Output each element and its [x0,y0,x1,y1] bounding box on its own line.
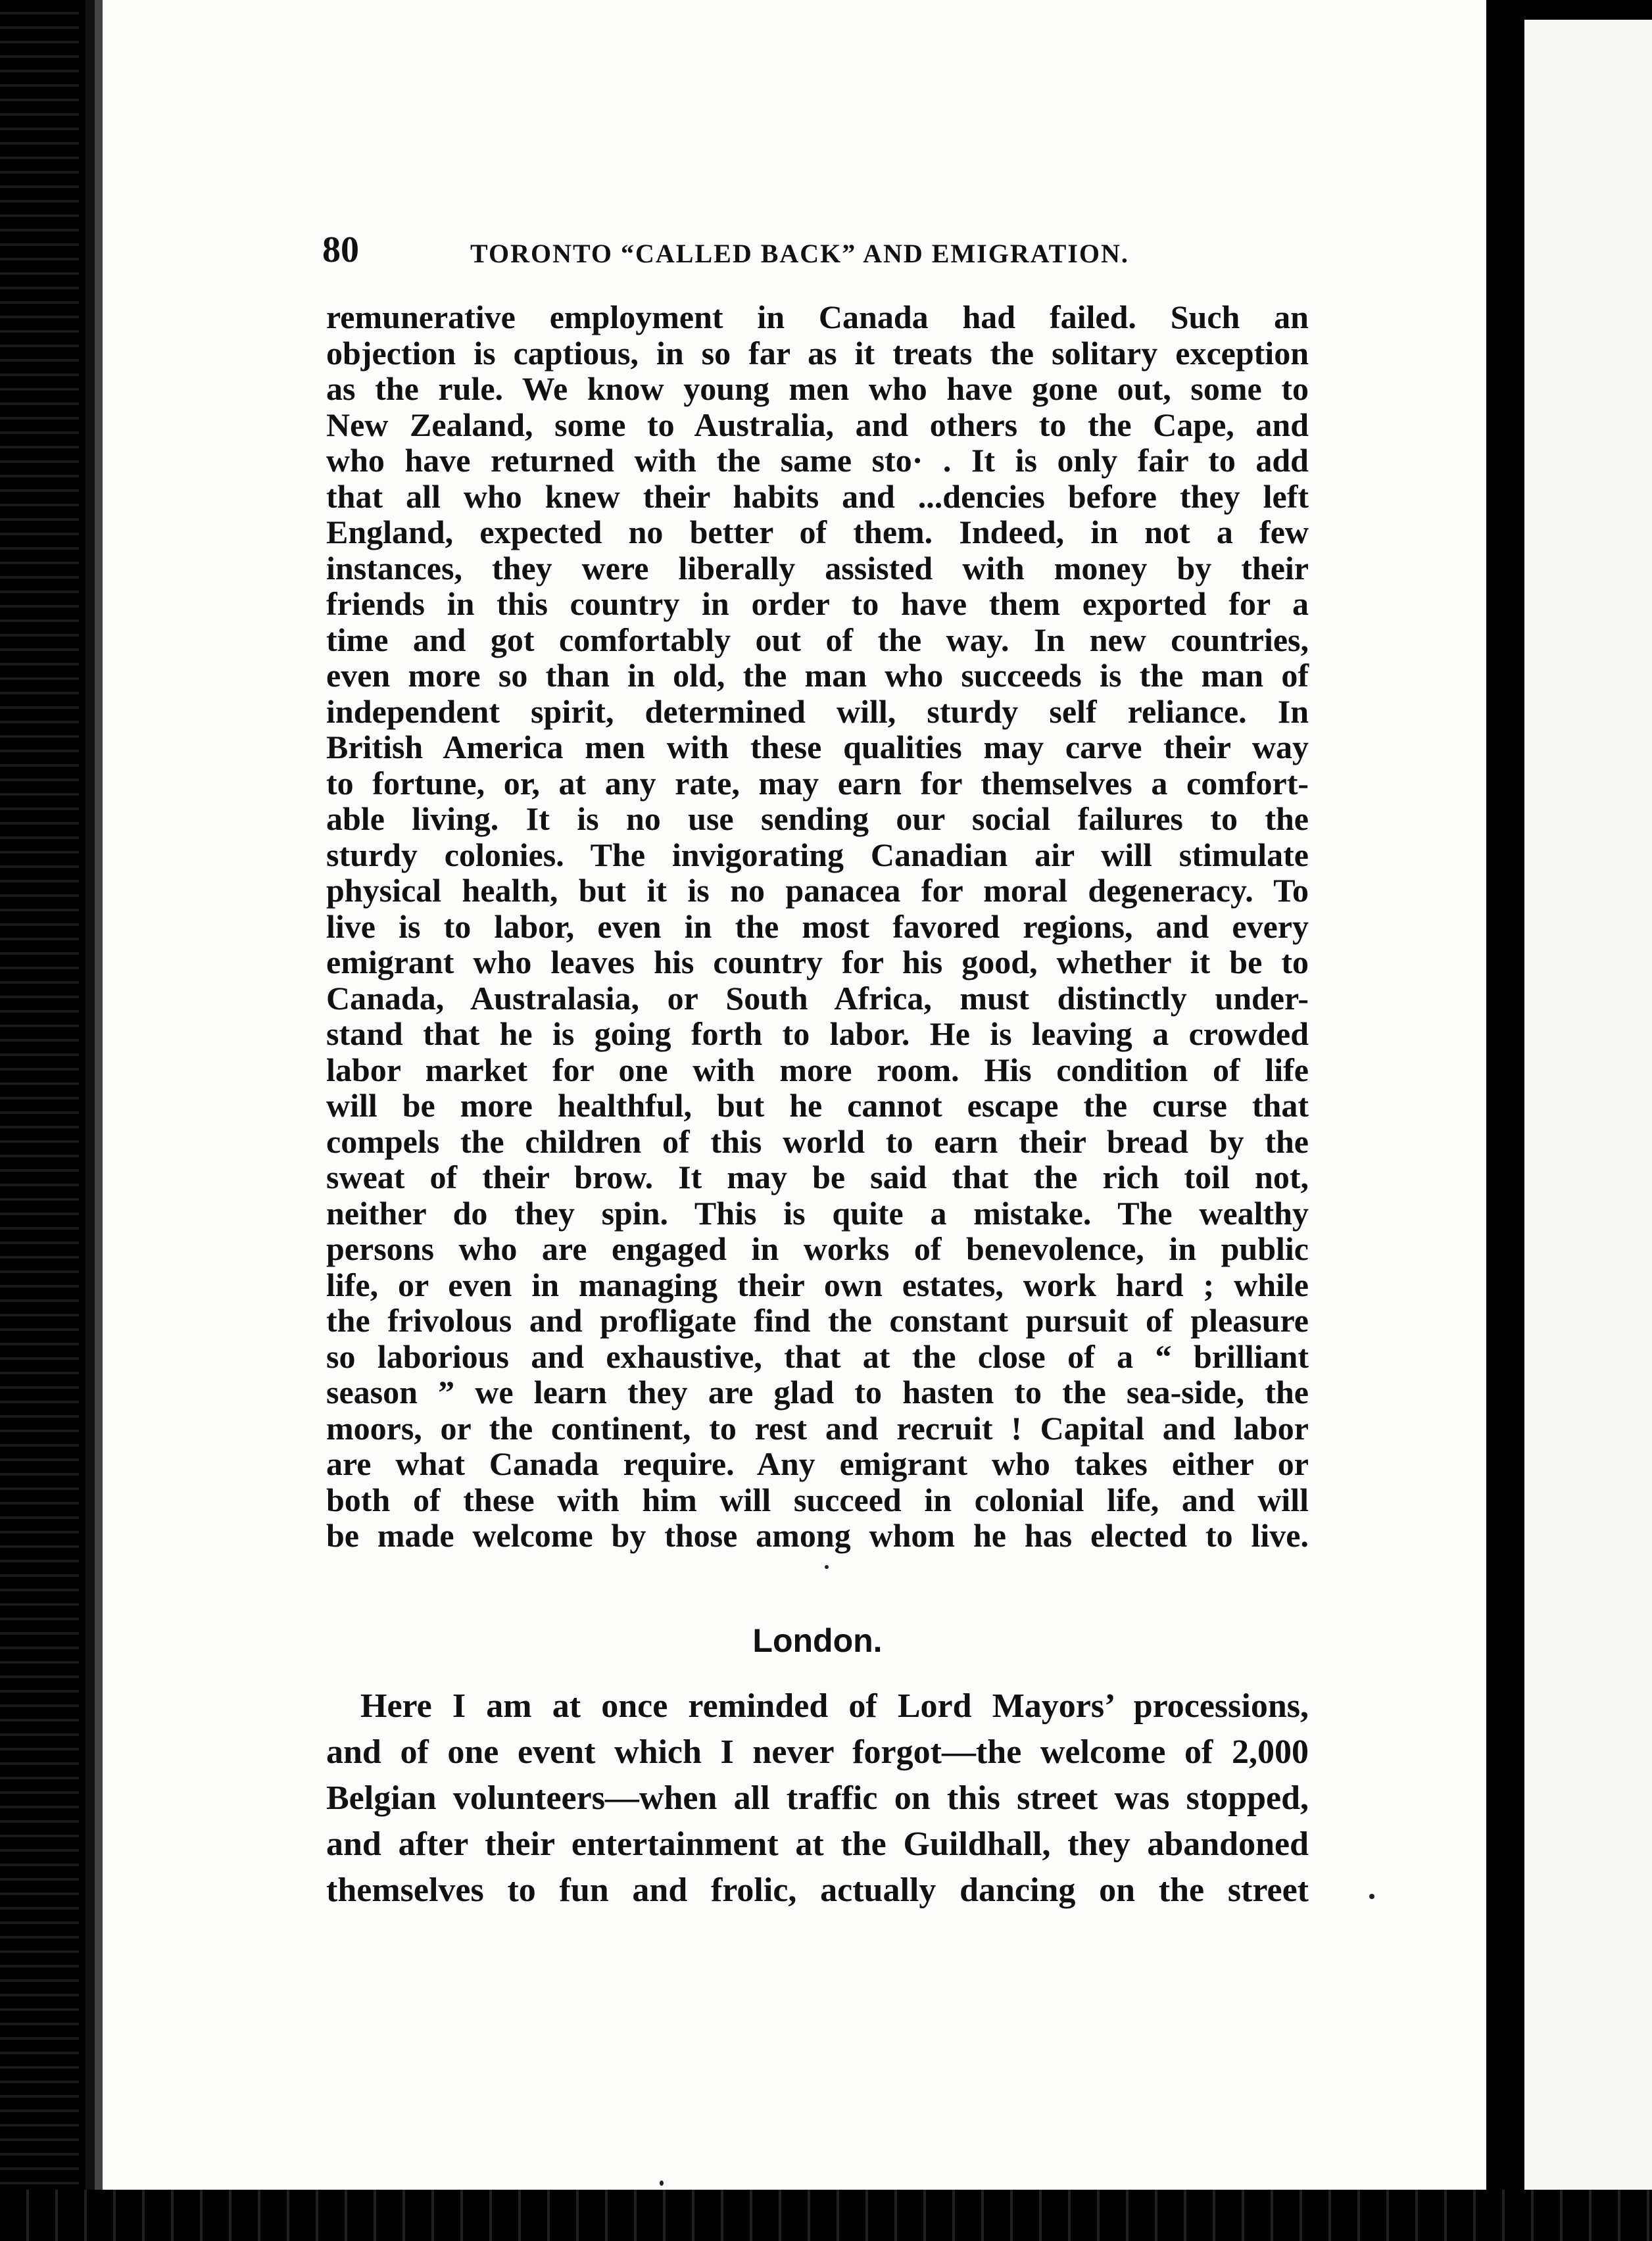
text-line: and of one event which I never forgot—the welcome of 2,000 [326,1733,1309,1771]
text-line: physical health, but it is no panacea for moral degeneracy. To [326,872,1309,909]
text-line: compels the children of this world to earn their bread by the [326,1122,1309,1160]
page-number: 80 [322,229,359,270]
text-line: emigrant who leaves his country for his good, whether it be to [326,944,1309,980]
text-line: neither do they spin. This is quite a mistake. The wealthy [326,1194,1309,1232]
next-page-edge [1524,20,1652,2190]
text-line: sweat of their brow. It may be said that the rich toil not, [326,1159,1309,1195]
text-line: as the rule. We know young men who have gone out, some to [326,370,1309,407]
text-line: to fortune, or, at any rate, may earn for themselves a comfort- [326,764,1309,802]
text-line: instances, they were liberally assisted with money by their [326,549,1309,587]
scan-speck [1369,1894,1374,1899]
text-line: Here I am at once reminded of Lord Mayors’ processions, [360,1687,1309,1725]
section-heading: London. [752,1622,883,1659]
text-line: stand that he is going forth to labor. He is leaving a crowded [326,1015,1309,1052]
text-line: remunerative employment in Canada had failed. Such an [326,299,1309,335]
scan-speck [660,2181,664,2186]
text-line: life, or even in managing their own estates, work hard ; while [326,1266,1309,1303]
text-line: are what Canada require. Any emigrant who takes either or [326,1445,1309,1482]
text-line: independent spirit, determined will, sturdy self reliance. In [326,692,1309,730]
text-line: the frivolous and profligate find the constant pursuit of pleasure [326,1302,1309,1339]
text-line: will be more healthful, but he cannot escape the curse that [326,1087,1309,1124]
text-line: both of these with him will succeed in colonial life, and will [326,1481,1309,1518]
text-line: time and got comfortably out of the way. In new countries, [326,621,1309,658]
text-line: Canada, Australasia, or South Africa, must distinctly under- [326,979,1309,1017]
text-line: even more so than in old, the man who succeeds is the man of [326,657,1309,694]
book-spine-edge [0,0,79,2241]
text-line: moors, or the continent, to rest and recruit ! Capital and labor [326,1409,1309,1447]
text-line: live is to labor, even in the most favored regions, and every [326,907,1309,945]
text-line: sturdy colonies. The invigorating Canadian air will stimulate [326,836,1309,873]
text-line: who have returned with the same sto· . It is only fair to add [326,442,1309,479]
text-line: themselves to fun and frolic, actually dancing on the street [326,1871,1309,1909]
text-line: Belgian volunteers—when all traffic on this street was stopped, [326,1779,1309,1817]
bottom-scan-edge [0,2190,1652,2241]
scan-speck [825,1565,829,1569]
text-line: and after their entertainment at the Guildhall, they abandoned [326,1825,1309,1863]
text-line: season ” we learn they are glad to hasten to the sea-side, the [326,1374,1309,1410]
london-paragraph [326,1683,1309,1914]
running-title: TORONTO “CALLED BACK” AND EMIGRATION. [470,239,1129,268]
text-line: be made welcome by those among whom he has elected to live. [326,1517,1309,1554]
text-line: labor market for one with more room. His condition of life [326,1051,1309,1088]
text-line: so laborious and exhaustive, that at the close of a “ brilliant [326,1337,1309,1375]
text-line: able living. It is no use sending our social failures to the [326,800,1309,837]
text-line: objection is captious, in so far as it treats the solitary exception [326,334,1309,372]
text-line: persons who are engaged in works of benevolence, in public [326,1230,1309,1267]
main-paragraph [326,299,1309,1554]
text-line: friends in this country in order to have them exported for a [326,585,1309,622]
text-line: New Zealand, some to Australia, and others to the Cape, and [326,406,1309,443]
text-line: England, expected no better of them. Indeed, in not a few [326,514,1309,550]
running-head [322,224,1309,276]
text-line: British America men with these qualities may carve their way [326,729,1309,765]
text-line: that all who knew their habits and ...dencies before they left [326,477,1309,515]
